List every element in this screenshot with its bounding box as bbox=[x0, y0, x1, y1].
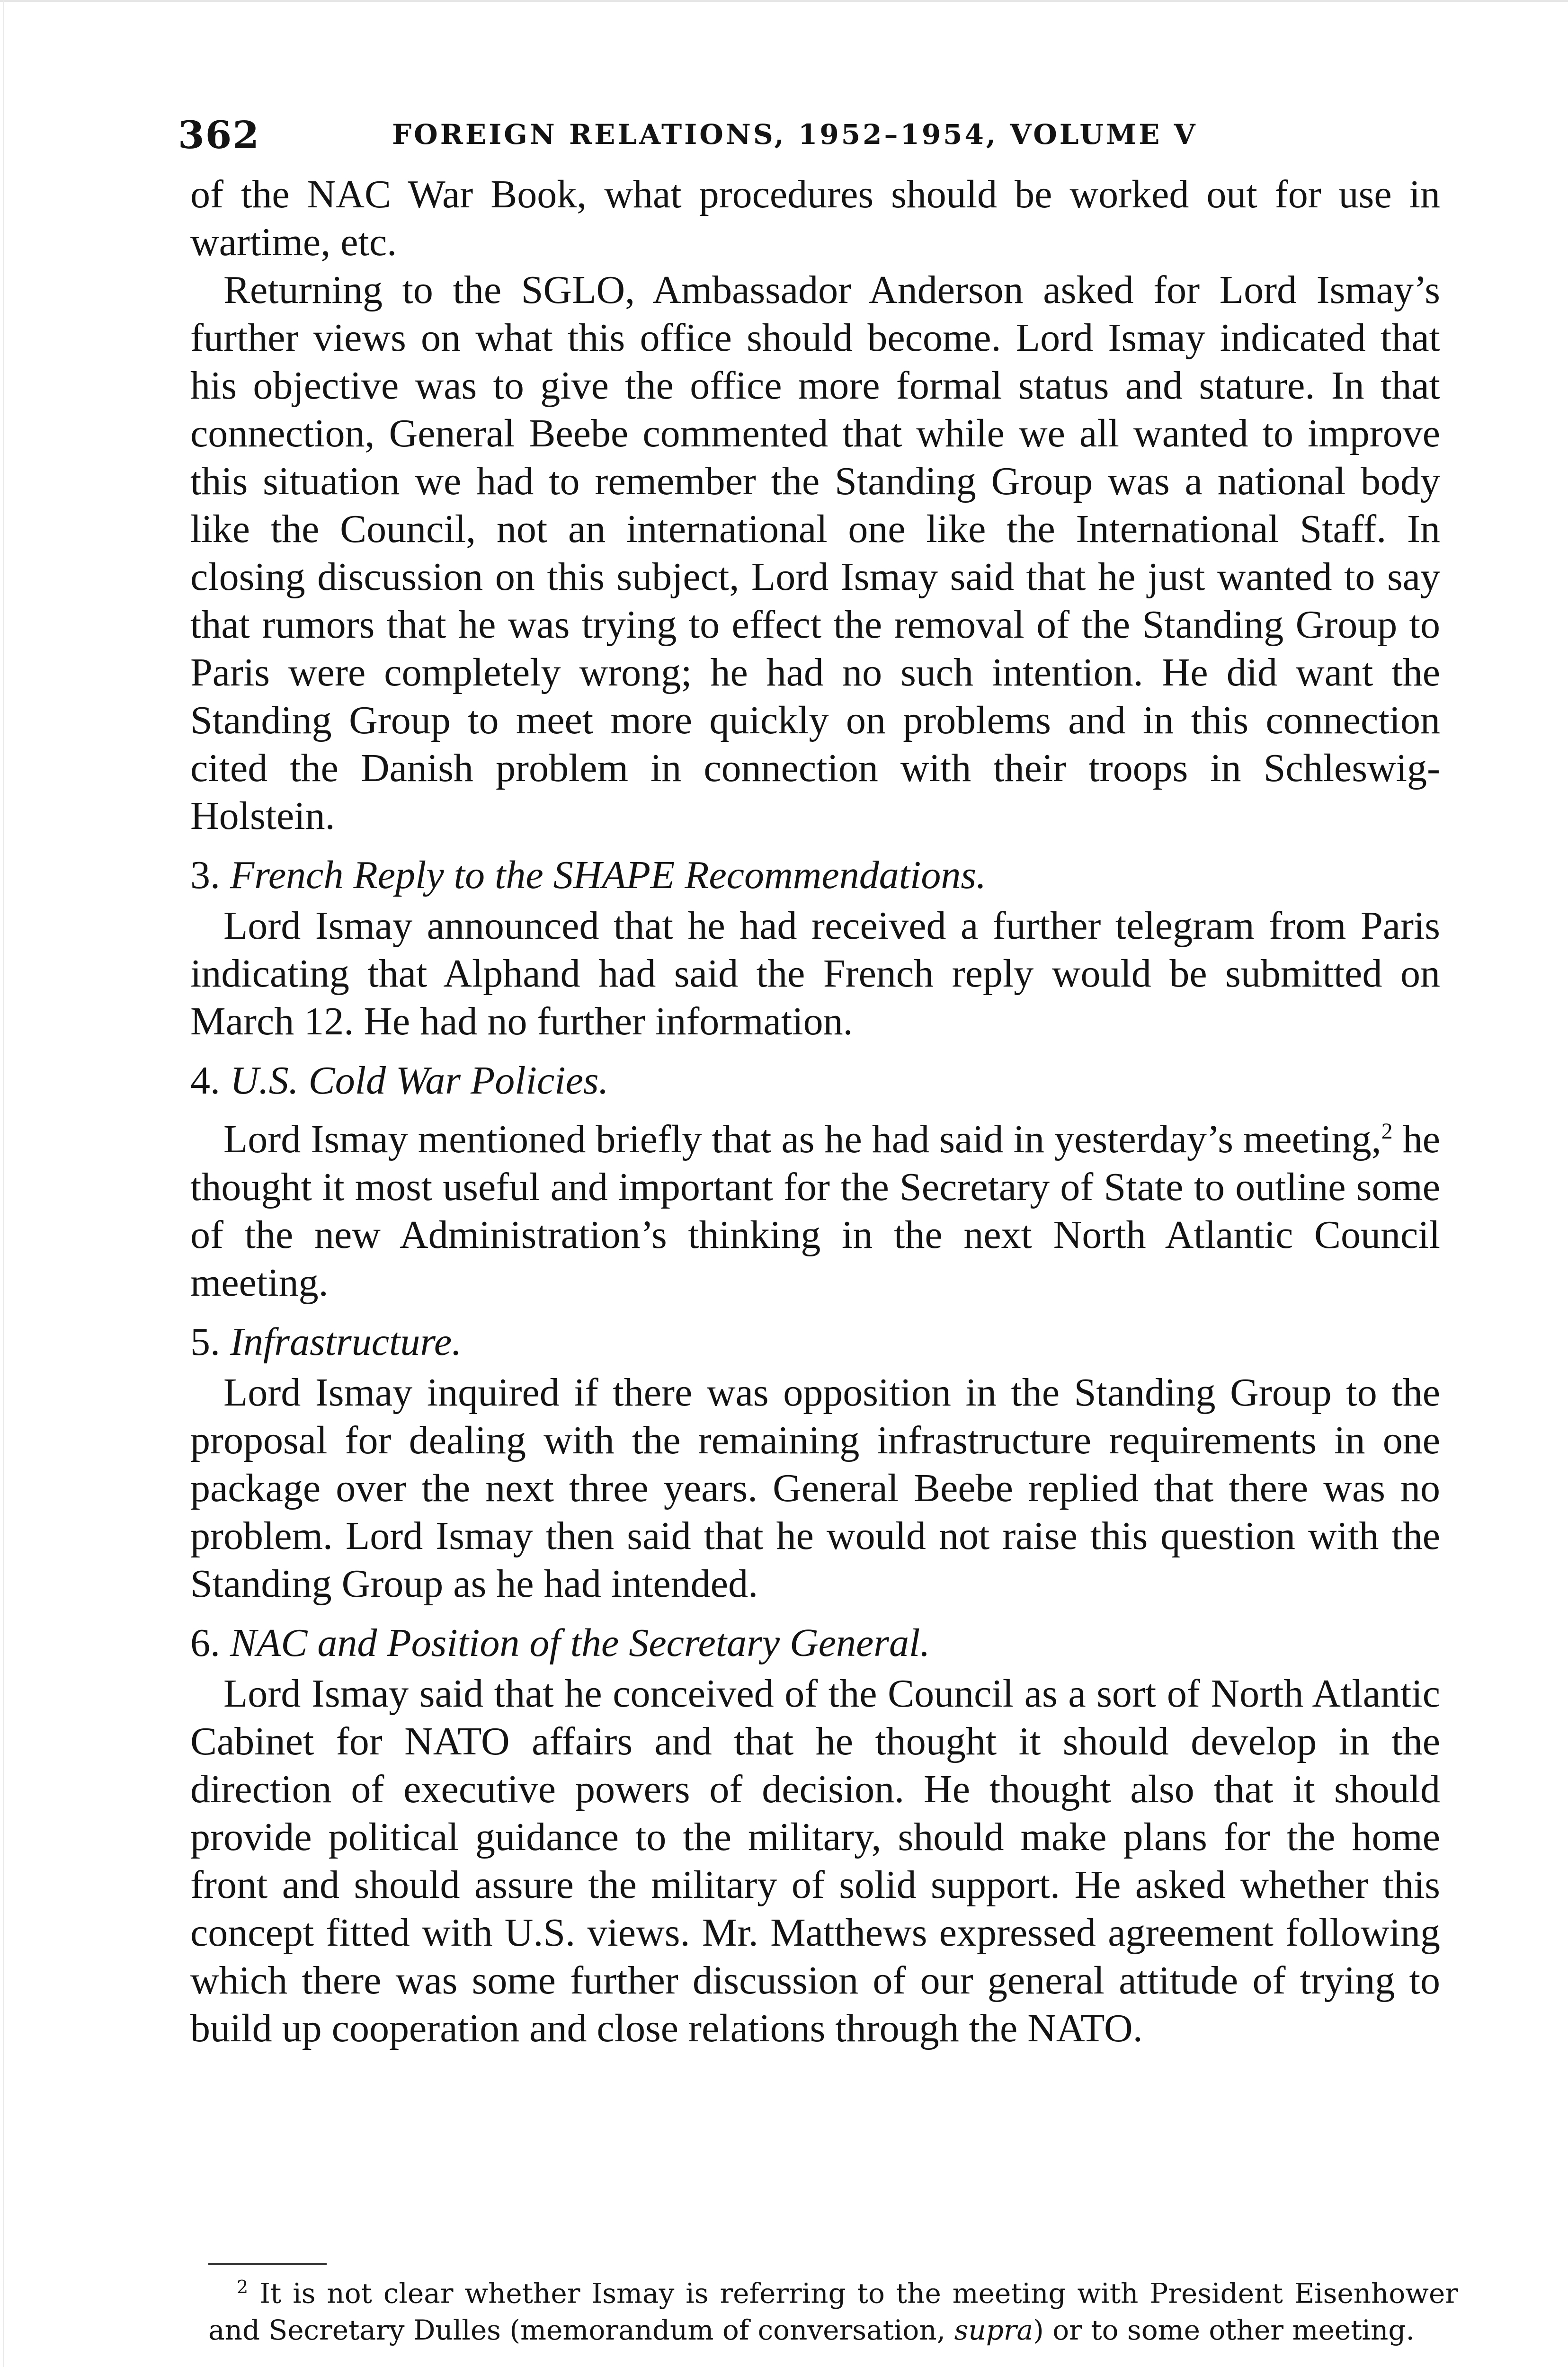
section-title: Infrastructure. bbox=[230, 1320, 462, 1364]
paragraph-infrastructure: Lord Ismay inquired if there was opposition in the Standing Group to the proposal for dealing with the remaining infrastructure requirements in one package over the next three years. General Beebe replied that there was no problem. Lord Ismay then said that he would not raise this question with the Standing Group as he had intended. bbox=[190, 1370, 1440, 1606]
paragraph-french-reply: Lord Ismay announced that he had received a further telegram from Paris indicating that Alphand had said the French reply would be submitted on March 12. He had no further information. bbox=[190, 904, 1440, 1043]
paragraph-text: Lord Ismay mentioned briefly that as he had said in yesterday’s meeting, bbox=[223, 1117, 1381, 1161]
section-heading-3 bbox=[190, 851, 1440, 899]
section-heading-4 bbox=[190, 1057, 1440, 1104]
section-title: U.S. Cold War Policies. bbox=[230, 1059, 609, 1103]
section-number: 6. bbox=[190, 1621, 220, 1665]
section-number: 3. bbox=[190, 853, 220, 897]
paragraph-sglo: Returning to the SGLO, Ambassador Anderson asked for Lord Ismay’s further views on what this office should become. Lord Ismay indicated that his objective was to give the office more formal status and stature. In that connection, General Beebe commented that while we all wanted to improve this situation we had to remember the Standing Group was a national body like the Council, not an international one like the International Staff. In closing discussion on this subject, Lord Ismay said that he just wanted to say that rumors that he was trying to effect the removal of the Standing Group to Paris were completely wrong; he had no such intention. He did want the Standing Group to meet more quickly on problems and in this connection cited the Danish problem in connection with their troops in Schleswig-Holstein. bbox=[190, 268, 1440, 838]
running-title: FOREIGN RELATIONS, 1952–1954, VOLUME V bbox=[392, 118, 1198, 151]
section-title: French Reply to the SHAPE Recommendations. bbox=[230, 853, 987, 897]
section-heading-6 bbox=[190, 1619, 1440, 1667]
footnote-text: ) or to some other meeting. bbox=[1033, 2314, 1415, 2347]
running-header bbox=[178, 113, 1437, 165]
section-heading-5 bbox=[190, 1318, 1440, 1366]
page-top-edge bbox=[0, 0, 1568, 2]
paragraph-continued: of the NAC War Book, what procedures should be worked out for use in wartime, etc. bbox=[190, 172, 1440, 264]
footnote-italic-text: supra bbox=[954, 2314, 1033, 2347]
footnote-marker: 2 bbox=[237, 2277, 249, 2297]
document-body bbox=[190, 170, 1440, 2052]
section-number: 4. bbox=[190, 1059, 220, 1103]
page-left-edge bbox=[3, 0, 4, 2367]
paragraph-cold-war bbox=[190, 1107, 1440, 1307]
page-number: 362 bbox=[178, 113, 260, 157]
footnote-divider bbox=[208, 2263, 327, 2265]
footnote-text: It is not clear whether Ismay is referring to the meeting with President Eisenhower and Secretary Dulles (memorandum of conversation, bbox=[208, 2277, 1458, 2347]
paragraph-text: he thought it most useful and important for the Secretary of State to outline some of the new Administration’s thinking in the next North Atlantic Council meeting. bbox=[190, 1117, 1440, 1305]
footnote bbox=[208, 2269, 1458, 2349]
footnote-reference: 2 bbox=[1381, 1119, 1393, 1144]
section-number: 5. bbox=[190, 1320, 220, 1364]
section-title: NAC and Position of the Secretary General. bbox=[230, 1621, 930, 1665]
paragraph-nac-position: Lord Ismay said that he conceived of the Council as a sort of North Atlantic Cabinet for NATO affairs and that he thought it should develop in the direction of executive powers of decision. He thought also that it should provide political guidance to the military, should make plans for the home front and should assure the military of solid support. He asked whether this concept fitted with U.S. views. Mr. Matthews expressed agreement following which there was some further discussion of our general attitude of trying to build up cooperation and close relations through the NATO. bbox=[190, 1672, 1440, 2050]
